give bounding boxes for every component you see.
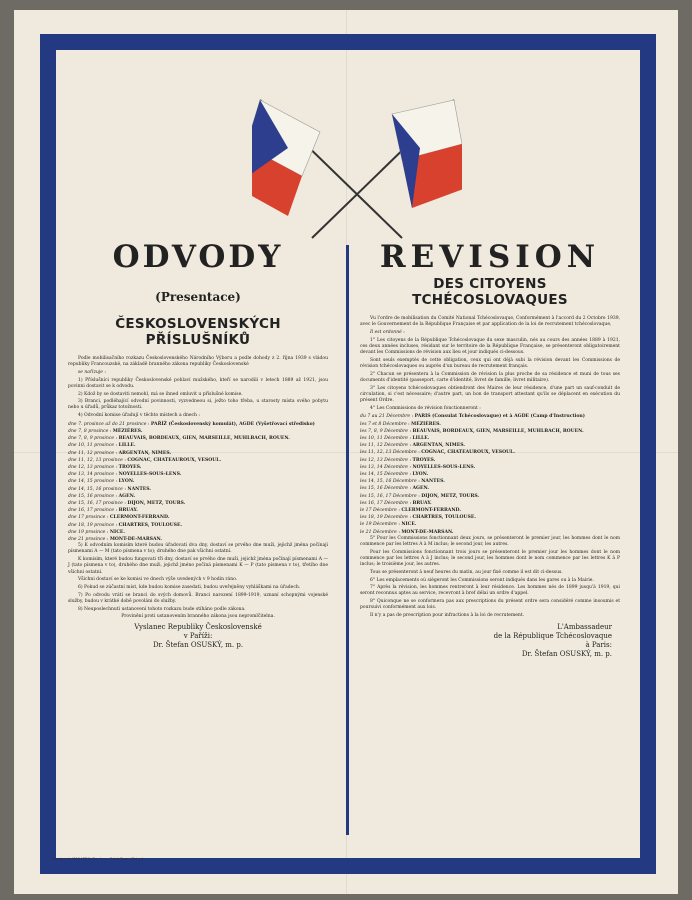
schedule-separator: : — [407, 464, 413, 470]
column-divider — [346, 245, 349, 835]
schedule-row — [68, 522, 328, 529]
schedule-date: les 16, 17 Décembre — [360, 500, 408, 506]
schedule-separator: : — [114, 479, 119, 485]
schedule-place: CLERMONT-FERRAND. — [109, 515, 170, 521]
czech-paragraph: Všichni dostaví se ke komisi ve dnech výše uvedených v 9 hodin ráno. — [78, 577, 238, 583]
signature-line: à Paris: — [585, 641, 612, 650]
schedule-row — [68, 500, 328, 507]
schedule-row — [360, 514, 620, 521]
french-paragraph: 8° Quiconque ne se conformera pas aux prescriptions du présent ordre sera considéré comme insoumis et poursuivi conformément aux lois. — [360, 599, 620, 611]
schedule-row — [68, 464, 328, 471]
schedule-date: dne 11, 12, 13 prosince — [68, 457, 123, 463]
schedule-row — [68, 493, 328, 500]
schedule-separator: : — [407, 428, 413, 434]
schedule-row — [360, 471, 620, 478]
czech-paragraph: Podle mobilisačního rozkazu Československého Národního Výboru a podle dohody z 2. října 1939 s vládou republiky Francouzské, na základě branného zákona republiky Československé — [68, 356, 328, 368]
schedule-row — [360, 428, 620, 435]
french-paragraph: 1° Les citoyens de la République Tchécoslovaque du sexe masculin, nés au cours des années 1889 à 1921, ces deux années incluses, résidant sur le territoire de la République Française, se présenteront obligatoirement devant les Commissions de révision aux lieu et jour indiqués ci-dessous. — [360, 337, 620, 356]
schedule-separator: : — [396, 529, 402, 535]
signature-line: Vyslanec Republiky Československé — [134, 622, 262, 631]
schedule-row — [68, 435, 328, 442]
schedule-place: NICE. — [109, 529, 125, 535]
schedule-date: les 7, 8, 9 Décembre — [360, 428, 408, 434]
schedule-row — [360, 457, 620, 464]
schedule-place: NANTES. — [127, 486, 152, 492]
signature-line: Dr. Štefan OSUSKÝ, m. p. — [152, 640, 244, 649]
czech-paragraph: Provinění proti ustanovením branného zákona jsou nepromlčitelna. — [121, 614, 275, 620]
schedule-separator: : — [416, 479, 422, 485]
schedule-row — [68, 421, 328, 428]
french-paragraph: Il n'y a pas de prescription pour infractions à la loi de recrutement. — [370, 613, 525, 619]
schedule-separator: : — [114, 493, 119, 499]
schedule-separator: : — [114, 508, 119, 514]
schedule-date: dne 7, 8 prosince — [68, 429, 109, 435]
schedule-separator: : — [407, 443, 413, 449]
right-flag — [312, 100, 462, 238]
french-subtitle: DES CITOYENS TCHÉCOSLOVAQUES — [412, 276, 568, 308]
printer-footer: Imprimerie MAILLET & Cie, Imp., Saint-Ouen (Seine) — [52, 857, 143, 861]
schedule-place: ARGENTAN, NIMES. — [412, 443, 465, 449]
schedule-separator: : — [410, 414, 415, 420]
schedule-date: les 10, 11 Décembre — [360, 435, 408, 441]
schedule-row — [68, 478, 328, 485]
schedule-row — [68, 428, 328, 435]
schedule-separator: : — [396, 522, 402, 528]
schedule-place: NANTES. — [421, 479, 445, 485]
schedule-date: les 14, 15 Décembre — [360, 471, 408, 477]
crossed-flags-emblem — [252, 90, 462, 240]
french-rules — [360, 536, 620, 619]
schedule-separator: : — [114, 436, 119, 442]
schedule-date: dne 17 prosince — [68, 515, 106, 521]
schedule-separator: : — [114, 450, 119, 456]
schedule-place: BRUAY. — [412, 500, 432, 506]
schedule-place: NOYELLES-SOUS-LENS. — [118, 472, 182, 478]
schedule-row — [360, 521, 620, 528]
schedule-date: dne 15, 16, 17 prosince — [68, 501, 123, 507]
schedule-place: PAŘÍŽ (Československý komulát), AGDE (Vyšetřovací středisko) — [150, 421, 315, 427]
schedule-place: BEAUVAIS, BORDEAUX, GIEN, MARSEILLE, MUHLBACH, ROUEN. — [412, 428, 584, 434]
schedule-separator: : — [396, 507, 402, 513]
schedule-date: le 21 Décembre — [360, 529, 397, 535]
schedule-separator: : — [114, 472, 119, 478]
czech-paragraph: se nařizuje : — [78, 369, 106, 375]
czech-column — [68, 240, 328, 650]
schedule-row — [68, 514, 328, 521]
schedule-separator: : — [416, 493, 422, 499]
schedule-separator: : — [122, 486, 128, 492]
schedule-separator: : — [114, 443, 119, 449]
french-paragraph: 3° Les citoyens tchécoslovaques obtiendront des Maires de leur résidence, d'une part un sauf-conduit de circulation, si c'est nécessaire; d'autre part, un bon de transport attestant qu'ils se déplacent en exécution du présent Ordre. — [360, 385, 620, 403]
schedule-place: BRUAY. — [118, 508, 138, 514]
schedule-date: dne 18, 19 prosince — [68, 522, 115, 528]
french-intro — [360, 316, 620, 412]
schedule-date: dne 7. prosince až do 21 prosince — [68, 421, 147, 427]
french-paragraph: 5° Pour les Commissions fonctionnant deux jours, se présenteront le premier jour, les hommes dont le nom commence par les lettres A à M inclus; le second jour, les autres. — [360, 535, 620, 547]
schedule-row — [360, 529, 620, 536]
french-paragraph: Il est ordonné : — [370, 329, 405, 335]
french-paragraph: 6° Les emplacements où siègeront les Commissions seront indiqués dans les gares ou à la Mairie. — [370, 577, 594, 583]
french-paragraph: 7° Après la révision, les hommes rentreront à leur résidence. Les hommes nés de 1899 jusqu'à 1919, qui seront reconnus aptes au service, recevront à bref délai un ordre d'appel. — [360, 585, 620, 597]
schedule-date: dne 10, 11 prosince — [68, 443, 115, 449]
schedule-place: AGEN. — [412, 486, 429, 492]
czech-title-note: (Presentace) — [155, 290, 241, 304]
schedule-row — [360, 485, 620, 492]
french-paragraph: Sont seuls exemptés de cette obligation, ceux qui ont déjà subi la révision devant les Commissions de révision tchécoslovaques ou auprès d'un bureau de recrutement français. — [360, 357, 620, 369]
schedule-separator: : — [407, 435, 413, 441]
french-column — [360, 240, 620, 659]
schedule-date: dne 14, 15, 16 prosince — [68, 486, 123, 492]
schedule-place: PARIS (Consulat Tchécoslovaque) et à AGDE (Camp d'Instruction) — [414, 414, 585, 420]
schedule-date: dne 12, 13 prosince — [68, 465, 115, 471]
signature-line: Dr. Štefan OSUSKÝ, m. p. — [521, 650, 612, 659]
schedule-separator: : — [108, 429, 113, 435]
schedule-place: TROYES. — [118, 465, 142, 471]
schedule-separator: : — [122, 501, 128, 507]
czech-title: ODVODY (Presentace) — [112, 239, 284, 304]
schedule-row — [68, 450, 328, 457]
schedule-row — [360, 507, 620, 514]
schedule-date: dne 15, 16 prosince — [68, 493, 115, 499]
schedule-place: MONT-DE-MARSAN. — [109, 537, 163, 543]
czech-paragraph: 8) Neuposlechnutí ustanovení tohoto rozkazu bude stíháno podle zákona. — [78, 606, 246, 612]
poster-content — [56, 50, 640, 858]
czech-subtitle: ČESKOSLOVENSKÝCH PŘÍSLUŠNÍKŮ — [115, 316, 281, 348]
schedule-date: dne 19 prosince — [68, 529, 106, 535]
schedule-separator: : — [407, 515, 413, 521]
schedule-row — [360, 435, 620, 442]
schedule-row — [360, 421, 620, 428]
schedule-date: les 7 et 8 Décembre — [360, 421, 407, 427]
schedule-date: les 13, 14 Décembre — [360, 464, 408, 470]
czech-paragraph: 5) K odvodním komisím které budou úřadovati dva dny, dostaví se prvého dne muži, jejichž jména počínají písmenami A — M (tato písmena v to); druhého dne pak všichni ostatní. — [68, 543, 328, 555]
schedule-date: les 15, 16, 17 Décembre — [360, 493, 417, 499]
czech-paragraph: 2) Kdož by se dostaviti nemohl, má se ihned omluvit u příslušné komise. — [78, 391, 243, 397]
schedule-date: du 7 au 21 Décembre — [360, 414, 411, 420]
schedule-place: DIJON, METZ, TOURS. — [421, 493, 480, 499]
french-schedule — [360, 413, 620, 535]
schedule-place: LILLE. — [412, 435, 430, 441]
schedule-date: dne 7, 8, 9 prosince — [68, 436, 115, 442]
schedule-row — [68, 442, 328, 449]
czech-paragraph: 7) Po odvodu vrátí se branci do svých domovů. Branci narození 1899-1919, uznaní schopnými vojenské služby, budou v krátké době povoláni do služby. — [68, 592, 328, 604]
schedule-place: LYON. — [412, 471, 429, 477]
schedule-date: les 15, 16 Décembre — [360, 486, 408, 492]
schedule-separator: : — [105, 537, 110, 543]
schedule-separator: : — [146, 421, 151, 427]
czech-paragraph: K komisím, které budou fungovati tři dny, dostaví se prvého dne muži, jejichž jména počínají písmenami A — J (tato písmena v to), druhého dne muži, jejichž jméno počíná písmenami K — P (tato písmena v to), třetího dne všichni ostatní. — [68, 557, 328, 575]
schedule-separator: : — [105, 515, 110, 521]
schedule-date: les 11, 12 Décembre — [360, 443, 408, 449]
schedule-place: MÉZIÈRES. — [411, 421, 441, 427]
signature-line: de la République Tchécoslovaque — [493, 632, 612, 641]
schedule-separator: : — [416, 450, 422, 456]
french-title: REVISION — [379, 239, 601, 275]
schedule-place: TROYES. — [412, 457, 436, 463]
schedule-place: BEAUVAIS, BORDEAUX, GIEN, MARSEILLE, MUHLBACH, ROUEN. — [118, 436, 290, 442]
schedule-place: AGEN. — [118, 493, 136, 499]
schedule-separator: : — [407, 486, 413, 492]
schedule-row — [360, 449, 620, 456]
schedule-separator: : — [407, 471, 413, 477]
schedule-separator: : — [114, 465, 119, 471]
schedule-row — [360, 413, 620, 420]
schedule-separator: : — [407, 457, 413, 463]
schedule-place: MÉZIÈRES. — [112, 429, 143, 435]
schedule-place: LYON. — [118, 479, 135, 485]
czech-rules — [68, 543, 328, 620]
schedule-row — [68, 471, 328, 478]
schedule-date: dne 14, 15 prosince — [68, 479, 115, 485]
czech-intro — [68, 356, 328, 419]
schedule-row — [360, 493, 620, 500]
schedule-date: les 14, 15, 16 Décembre — [360, 479, 417, 485]
french-paragraph: Pour les Commissions fonctionnant trois jours se présenteront le premier jour les hommes dont le nom commence par les lettres A à J inclus; le second jour, les hommes dont le nom commence par les lettres K à P inclus; le troisième jour, les autres. — [360, 549, 620, 568]
schedule-separator: : — [407, 500, 413, 506]
schedule-row — [360, 442, 620, 449]
schedule-date: les 11, 12, 13 Décembre — [360, 450, 417, 456]
schedule-row — [68, 486, 328, 493]
schedule-place: ARGENTAN, NIMES. — [118, 450, 172, 456]
french-paragraph: 4° Les Commissions de révision fonctionneront : — [370, 405, 481, 411]
schedule-row — [68, 457, 328, 464]
schedule-place: COGNAC, CHATEAUROUX, VESOUL. — [127, 457, 222, 463]
signature-line: v Paříži: — [183, 631, 213, 640]
schedule-place: MONT-DE-MARSAN. — [401, 529, 454, 535]
schedule-place: NOYELLES-SOUS-LENS. — [412, 464, 476, 470]
left-flag — [252, 100, 402, 238]
schedule-separator: : — [105, 529, 110, 535]
french-paragraph: Tous se présenteront à neuf heures du matin, au jour fixé comme il est dit ci-dessus. — [370, 569, 563, 575]
czech-paragraph: 1) Příslušníci republiky Československé pohlaví mužského, kteří se narodili v letech 1889 až 1921, jsou povinni dostavit se k odvodu. — [68, 377, 328, 389]
schedule-date: dne 16, 17 prosince — [68, 508, 115, 514]
schedule-separator: : — [122, 457, 128, 463]
schedule-row — [68, 507, 328, 514]
czech-paragraph: 3) Branci, podléhající odvodní povinnosti, vyzvedneou si, ježto toho třeba, u starosty místa svého pobytu nebo u úřadů, průkaz totožnosti. — [68, 399, 328, 411]
schedule-place: LILLE. — [118, 443, 136, 449]
schedule-row — [360, 464, 620, 471]
czech-schedule — [68, 421, 328, 543]
schedule-place: CHARTRES, TOULOUSE. — [118, 522, 183, 528]
schedule-date: le 19 Décembre — [360, 522, 397, 528]
schedule-date: les 12, 13 Décembre — [360, 457, 408, 463]
french-paragraph: Vu l'ordre de mobilisation du Comité National Tchécoslovaque, Conformément à l'accord du 2 Octobre 1939, avec le Gouvernement de la République Française et par application de la loi de recrutement tchécoslovaque, — [360, 316, 620, 328]
czech-paragraph: 6) Pokud se zúčastní míst, kde budou komise zasedati, budou uveřejněny vyhláškami na úřadech. — [78, 585, 301, 590]
schedule-row — [68, 529, 328, 536]
czech-signature — [68, 623, 328, 650]
schedule-row — [360, 478, 620, 485]
schedule-place: COGNAC, CHATEAUROUX, VESOUL. — [421, 450, 515, 456]
schedule-place: CHARTRES, TOULOUSE. — [412, 515, 476, 521]
schedule-date: le 17 Décembre — [360, 507, 397, 513]
schedule-date: dne 11, 12 prosince — [68, 450, 115, 456]
schedule-row — [360, 500, 620, 507]
french-signature — [360, 623, 620, 659]
schedule-separator: : — [406, 421, 412, 427]
french-paragraph: 2° Chacun se présentera à la Commission de révision la plus proche de sa résidence et muni de tous ses documents d'identité (passeport, carte d'identité, livret de famille, livret militaire). — [360, 371, 620, 383]
czech-paragraph: 4) Odvodní komise úřadují v těchto místech a dnech : — [78, 413, 200, 419]
schedule-place: NICE. — [401, 522, 417, 528]
schedule-separator: : — [114, 522, 119, 528]
schedule-date: les 18, 19 Décembre — [360, 515, 408, 521]
schedule-place: DIJON, METZ, TOURS. — [127, 501, 186, 507]
schedule-date: dne 13, 14 prosince — [68, 472, 115, 478]
signature-line: L'Ambassadeur — [557, 623, 612, 632]
schedule-place: CLERMONT-FERRAND. — [401, 507, 461, 513]
schedule-date: dne 21 prosince — [68, 537, 106, 543]
